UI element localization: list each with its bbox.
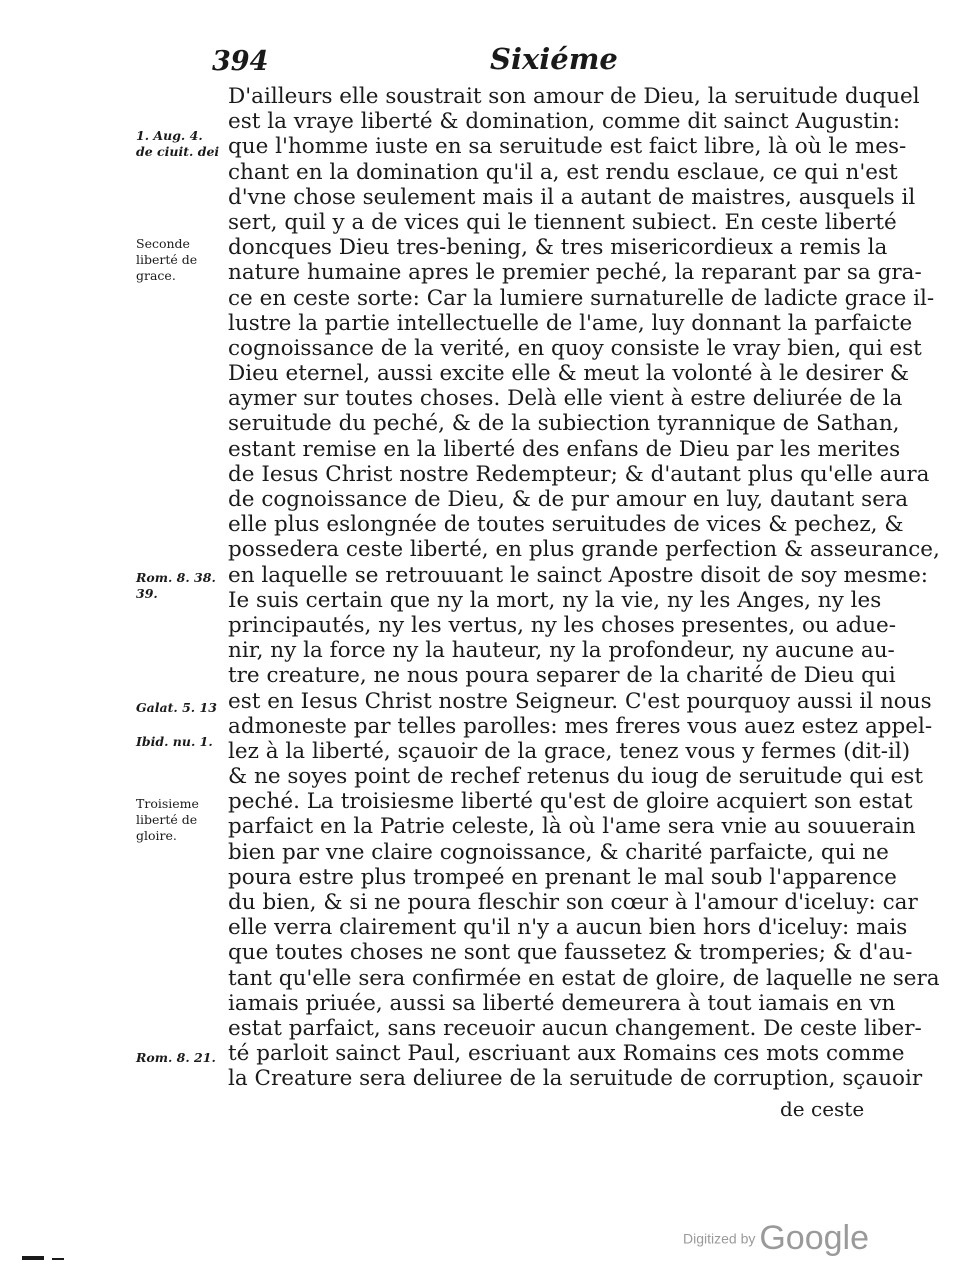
text-line: Ie suis certain que ny la mort, ny la vie, ny les Anges, ny les bbox=[228, 587, 882, 613]
text-line: de Iesus Christ nostre Redempteur; & d'autant plus qu'elle aura bbox=[228, 461, 930, 487]
text-line: elle verra clairement qu'il n'y a aucun bien hors d'iceluy: mais bbox=[228, 915, 908, 941]
text-line: admoneste par telles parolles: mes freres vous auez estez appel- bbox=[228, 713, 933, 739]
text-line: doncques Dieu tres-bening, & tres misericordieux a remis la bbox=[228, 235, 888, 261]
margin-note-ibid: Ibid. nu. 1. bbox=[136, 734, 213, 749]
ink-smudge bbox=[52, 1258, 64, 1260]
text-line: tant qu'elle sera confirmée en estat de gloire, de laquelle ne sera bbox=[228, 965, 940, 991]
margin-note-troisieme-liberte: Troisieme liberté de gloire. bbox=[136, 796, 199, 843]
margin-note-rom-8-21: Rom. 8. 21. bbox=[136, 1050, 216, 1065]
text-line: ce en ceste sorte: Car la lumiere surnaturelle de ladicte grace il- bbox=[228, 285, 935, 311]
catchword: de ceste bbox=[780, 1097, 865, 1121]
body-text bbox=[228, 84, 940, 1092]
text-line: bien par vne claire cognoissance, & charité parfaicte, qui ne bbox=[228, 839, 889, 865]
text-line: estat parfaict, sans receuoir aucun changement. De ceste liber- bbox=[228, 1015, 922, 1041]
text-line: est la vraye liberté & domination, comme dit sainct Augustin: bbox=[228, 109, 901, 135]
text-line: aymer sur toutes choses. Delà elle vient à estre deliurée de la bbox=[228, 386, 903, 412]
text-line: que toutes choses ne sont que faussetez & tromperies; & d'au- bbox=[228, 940, 913, 966]
text-line: de cognoissance de Dieu, & de pur amour en luy, dautant sera bbox=[228, 487, 909, 512]
text-line: Dieu eternel, aussi excite elle & meut la volonté à le desirer & bbox=[228, 361, 910, 387]
text-line: du bien, & si ne poura fleschir son cœur à l'amour d'iceluy: car bbox=[228, 890, 918, 915]
page-number: 394 bbox=[212, 46, 269, 77]
text-line: en laquelle se retrouuant le sainct Apostre disoit de soy mesme: bbox=[228, 562, 929, 588]
text-line: poura estre plus trompeé en prenant le mal soub l'apparence bbox=[228, 864, 897, 890]
text-line: nir, ny la force ny la hauteur, ny la profondeur, ny aucune au- bbox=[228, 638, 895, 664]
margin-note-seconde-liberte: Seconde liberté de grace. bbox=[136, 236, 198, 283]
text-line: chant en la domination qu'il a, est rendu esclaue, ce qui n'est bbox=[228, 159, 898, 185]
text-line: estant remise en la liberté des enfans de Dieu par les merites bbox=[228, 436, 901, 462]
margin-note-galat: Galat. 5. 13 bbox=[136, 700, 217, 715]
running-head: Sixiéme bbox=[490, 42, 618, 76]
margin-note-rom-8-38: Rom. 8. 38. 39. bbox=[136, 570, 216, 601]
text-line: d'vne chose seulement mais il a autant de maistres, ausquels il bbox=[228, 184, 916, 210]
text-line: peché. La troisiesme liberté qu'est de gloire acquiert son estat bbox=[228, 789, 913, 815]
text-line: possedera ceste liberté, en plus grande perfection & asseurance, bbox=[228, 537, 940, 563]
text-line: que l'homme iuste en sa seruitude est faict libre, là où le mes- bbox=[228, 134, 907, 160]
margin-note-augustin: 1. Aug. 4. de ciuit. dei bbox=[136, 128, 220, 159]
text-line: est en Iesus Christ nostre Seigneur. C'est pourquoy aussi il nous bbox=[228, 688, 932, 714]
text-line: la Creature sera deliuree de la seruitude de corruption, sçauoir bbox=[228, 1066, 923, 1092]
text-line: cognoissance de la verité, en quoy consiste le vray bien, qui est bbox=[228, 335, 922, 361]
text-line: parfaict en la Patrie celeste, là où l'ame sera vnie au souuerain bbox=[228, 814, 916, 840]
text-line: té parloit sainct Paul, escriuant aux Romains ces mots comme bbox=[228, 1041, 905, 1067]
text-line: & ne soyes point de rechef retenus du ioug de seruitude qui est bbox=[228, 764, 923, 790]
google-logo: Google bbox=[759, 1219, 869, 1257]
ink-smudge bbox=[22, 1256, 44, 1260]
text-line: elle plus eslongnée de toutes seruitudes de vices & pechez, & bbox=[228, 512, 904, 538]
text-line: lez à la liberté, sçauoir de la grace, tenez vous y fermes (dit-il) bbox=[228, 738, 911, 764]
text-line: lustre la partie intellectuelle de l'ame, luy donnant la parfaicte bbox=[228, 310, 913, 336]
text-line: nature humaine apres le premier peché, la reparant par sa gra- bbox=[228, 260, 922, 286]
text-line: tre creature, ne nous poura separer de la charité de Dieu qui bbox=[228, 663, 896, 689]
text-line: principautés, ny les vertus, ny les choses presentes, ou adue- bbox=[228, 612, 897, 638]
watermark-prefix: Digitized by bbox=[682, 1230, 756, 1247]
text-line: iamais priuée, aussi sa liberté demeurera à tout iamais en vn bbox=[228, 990, 896, 1016]
text-line: sert, quil y a de vices qui le tiennent subiect. En ceste liberté bbox=[228, 209, 897, 235]
text-line: seruitude du peché, & de la subiection tyrannique de Sathan, bbox=[228, 411, 900, 437]
digitized-by-watermark bbox=[683, 1219, 869, 1258]
text-line: D'ailleurs elle soustrait son amour de Dieu, la seruitude duquel bbox=[228, 84, 920, 109]
